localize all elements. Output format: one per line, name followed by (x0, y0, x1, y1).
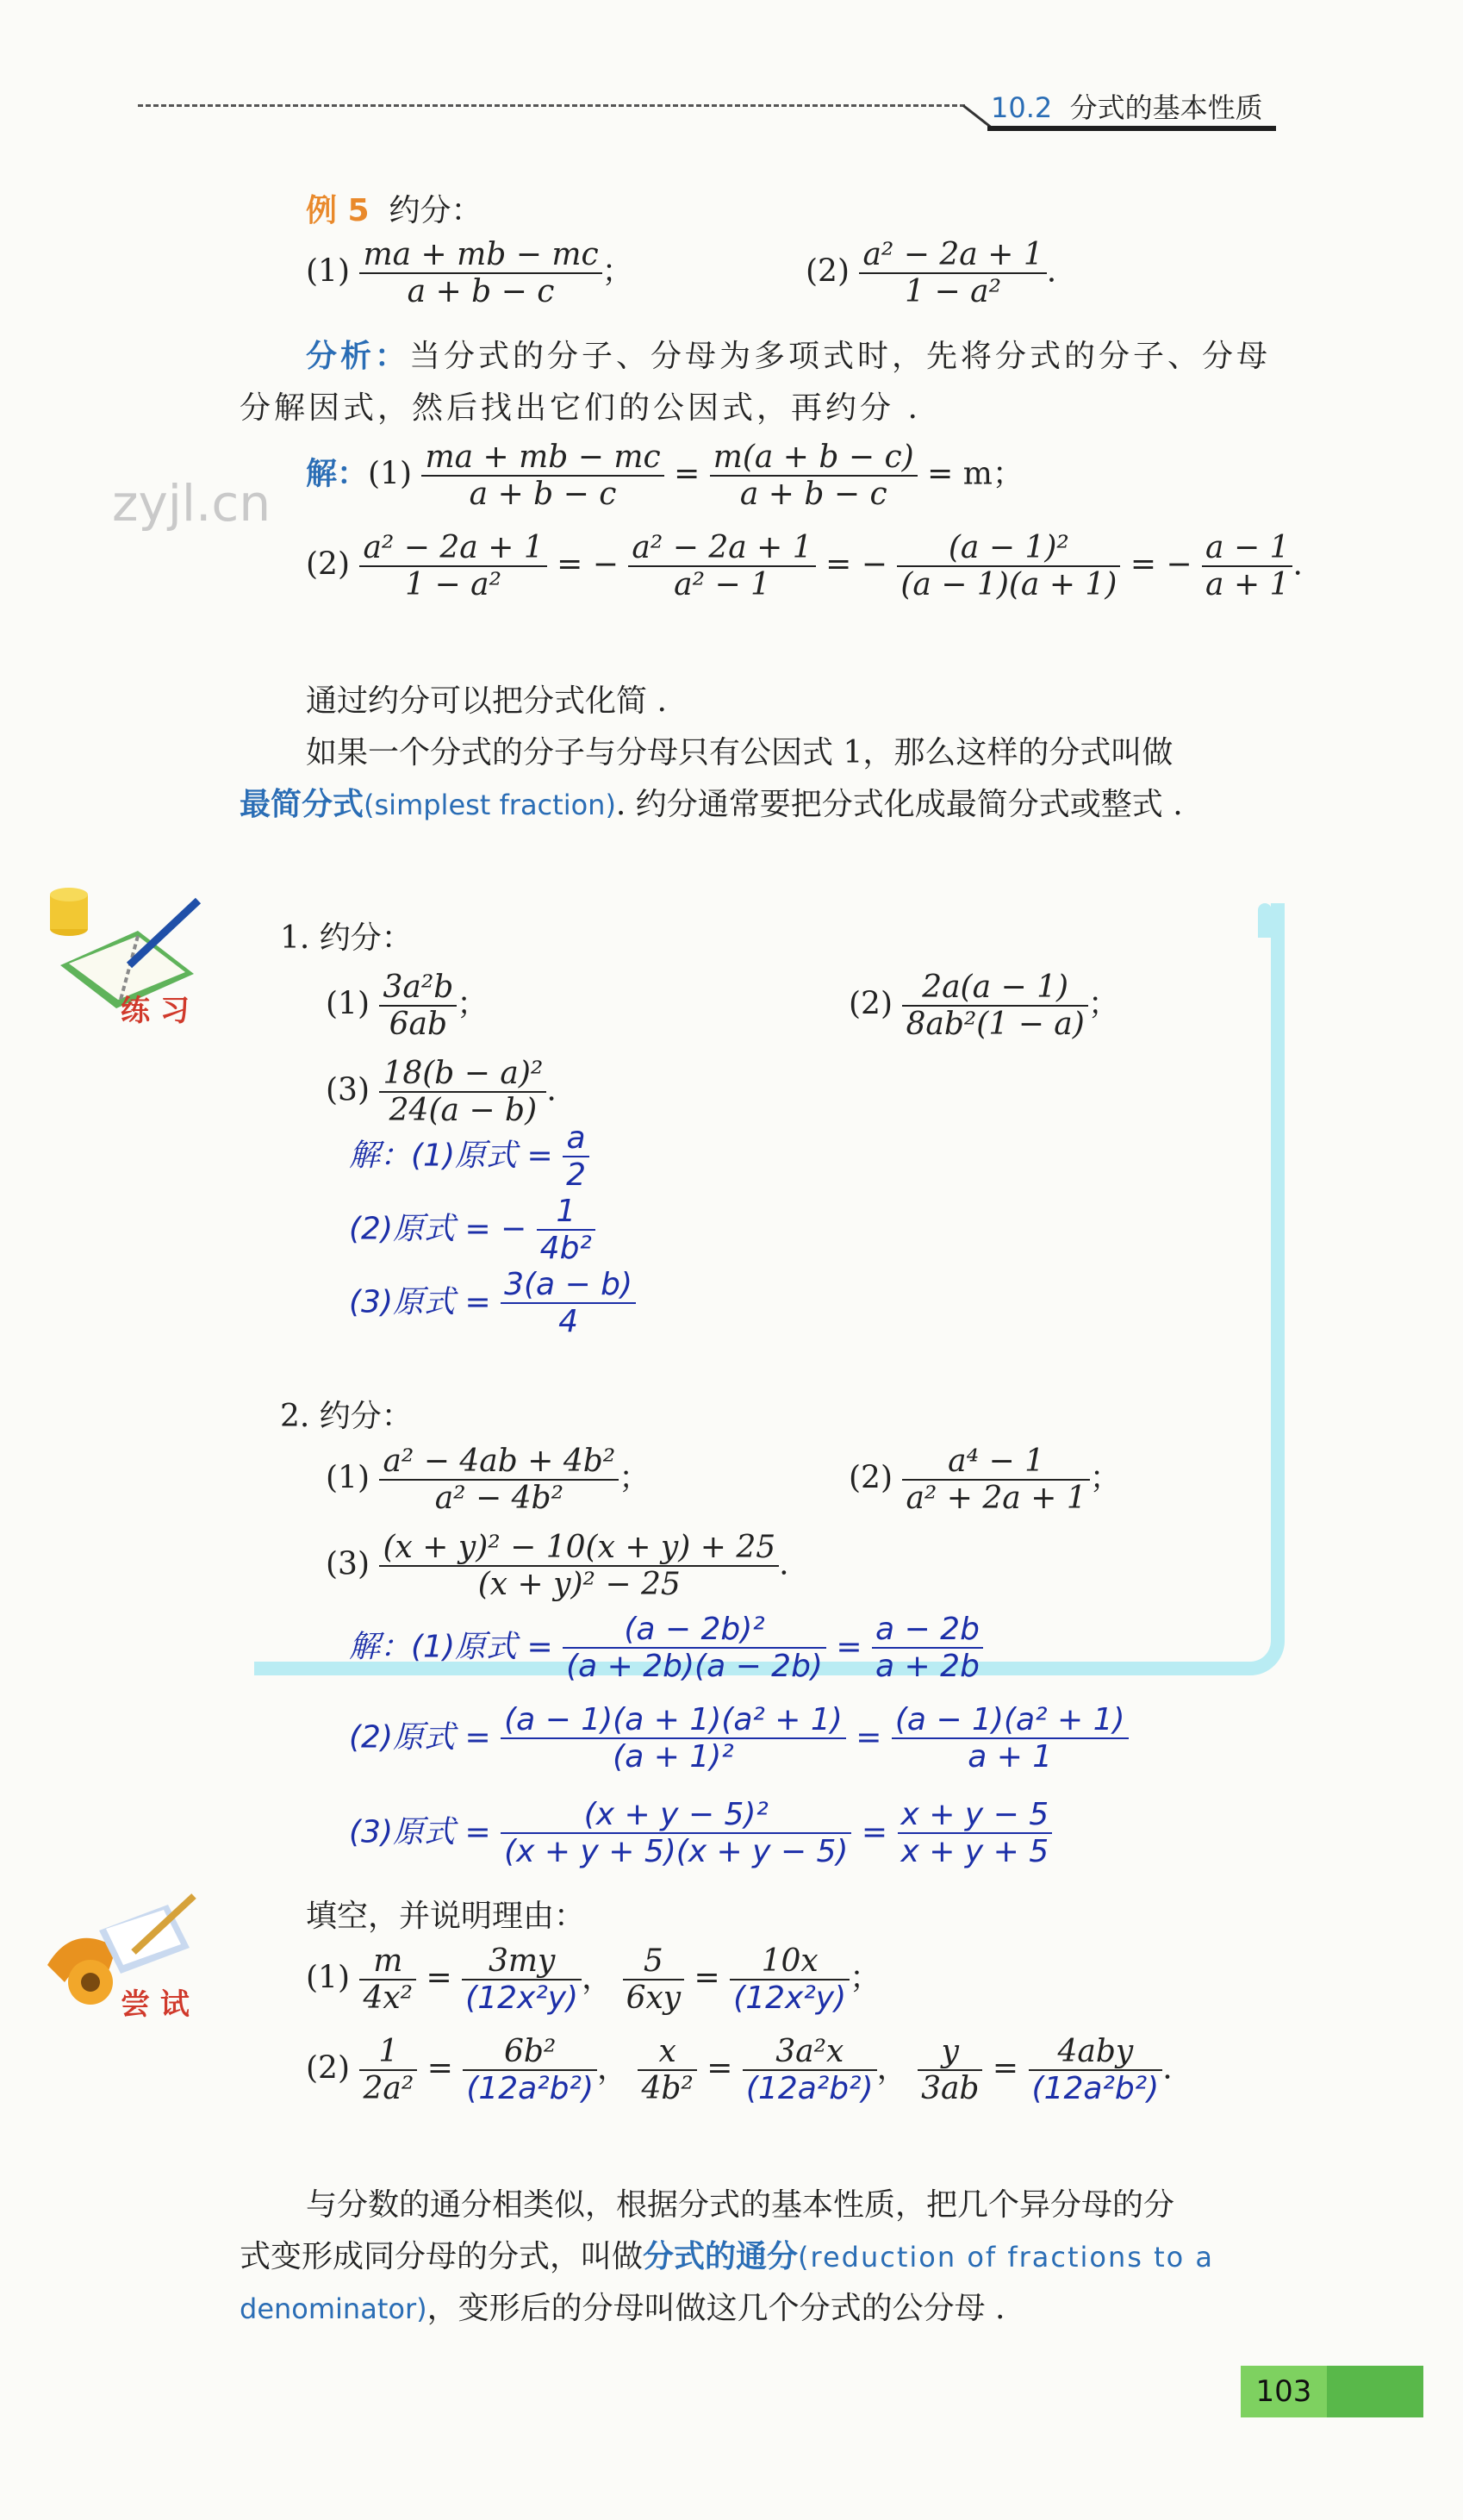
closing-line-1: 与分数的通分相类似，根据分式的基本性质，把几个异分母的分 (306, 2187, 1175, 2223)
term-simplest-fraction: 最简分式 (240, 787, 364, 822)
analysis-line-2: 分解因式，然后找出它们的公因式，再约分 . (240, 390, 921, 426)
try-instruction: 填空，并说明理由： (306, 1899, 586, 1934)
practice-icon (34, 879, 207, 1030)
body-paragraph-2-line-1: 如果一个分式的分子与分母只有公因式 1，那么这样的分式叫做 (306, 735, 1174, 770)
header-underline (987, 126, 1276, 131)
answer-q1-2: (2)原式 = − $\frac{1}{\text{4b²}}$ (349, 1194, 595, 1267)
answer-q2-1: 解：(1)原式 = $\frac{\text{(a − 2b)²}}{(a + 2b)(a - 2b)}$ = $\frac{a - 2b}{a + 2b}$ (349, 1612, 983, 1685)
answer-q2-3: (3)原式 = $\frac{\text{(x + y − 5)²}}{(x + y + 5)(x + y - 5)}$ = $\frac{x + y - 5}{x + y + 5}$ (349, 1797, 1052, 1870)
analysis-line-1: 分析：当分式的分子、分母为多项式时，先将分式的分子、分母 (306, 339, 1272, 374)
try-row-1: (1) $\frac{m}{\text{4x²}}$ = $\frac{3my}{\text{(12x²y)}}$ ， $\frac{5}{6xy}$ = $\frac{10x}{\text{(12x²y)}}$ ； (306, 1943, 881, 2017)
example-problem-2: (2) $\frac{\text{a² − 2a + 1}}{\text{1 − a²}}$ . (806, 237, 1057, 310)
example-heading (306, 186, 482, 230)
analysis-label: 分析： (306, 339, 410, 374)
answer-q1-1: 解：(1)原式 = $\frac{a}{2}$ (349, 1120, 589, 1194)
practice-q1-label: 1. 约分： (280, 920, 413, 956)
fraction: $\frac{ma + mb - mc}{a + b - c}$ (359, 237, 601, 310)
solution-line-1: 解：(1) $\frac{ma + mb - mc}{a + b - c}$ = $\frac{m(a + b - c)}{a + b - c}$ = m； (306, 440, 1024, 513)
practice-box-cap (1258, 903, 1272, 938)
solution-label: 解： (306, 456, 369, 492)
body-paragraph-1: 通过约分可以把分式化简 . (306, 683, 667, 719)
try-row-2: (2) $\frac{1}{\text{2a²}}$ = $\frac{\text{6b²}}{\text{(12a²b²)}}$ ， $\frac{x}{\text{4b²}}$ = $\frac{\text{3a²x}}{\text{(12a²b²)}}$ ， $\frac{y}{3ab}$ = $\frac{\text{4aby}}{\text{(12a²b²)}}$ . (306, 2034, 1173, 2107)
practice-q1-part-3: (3) $\frac{\text{18(b − a)²}}{24(a - b)}$ . (326, 1056, 557, 1129)
fraction: $\frac{\text{a² − 2a + 1}}{\text{1 − a²}}$ (859, 237, 1046, 310)
practice-q2-part-3: (3) $\frac{\text{(x + y)² − 10(x + y) + 25}}{\text{(x + y)² − 25}}$ . (326, 1530, 789, 1603)
practice-q2-part-2: (2) $\frac{\text{a⁴ − 1}}{\text{a² + 2a + 1}}$ ； (849, 1444, 1121, 1517)
closing-line-2: 式变形成同分母的分式，叫做分式的通分(reduction of fractions to a (240, 2239, 1214, 2274)
header-slash (962, 104, 991, 128)
answer-q1-3: (3)原式 = $\frac{3(a - b)}{4}$ (349, 1267, 636, 1340)
term-common-denominator: 分式的通分 (643, 2239, 799, 2274)
try-icon-label: 尝 试 (121, 1987, 190, 2022)
example-instruction: 约分： (389, 193, 482, 228)
page-number: 103 (1241, 2366, 1327, 2417)
body-paragraph-2-line-2: 最简分式(simplest fraction). 约分通常要把分式化成最简分式或整式 . (240, 787, 1183, 822)
header-section: 10.2 分式的基本性质 (991, 91, 1263, 124)
solution-line-2: (2) $\frac{\text{a² − 2a + 1}}{\text{1 − a²}}$ = − $\frac{\text{a² − 2a + 1}}{\text{a² − 1}}$ = − $\frac{\text{(a − 1)²}}{(a - 1)(a + 1)}$ = − $\frac{a - 1}{a + 1}$ . (306, 530, 1303, 603)
practice-q2-label: 2. 约分： (280, 1399, 413, 1434)
example-label: 例 5 (306, 193, 370, 228)
practice-q2-part-1: (1) $\frac{\text{a² − 4ab + 4b²}}{\text{a² − 4b²}}$ ； (326, 1444, 651, 1517)
example-problem-1: (1) $\frac{ma + mb - mc}{a + b - c}$ ； (306, 237, 633, 310)
header-title: 分式的基本性质 (1069, 91, 1263, 124)
closing-line-3: denominator)，变形后的分母叫做这几个分式的公分母 . (240, 2291, 1005, 2326)
practice-icon-label: 练 习 (121, 994, 190, 1028)
header-dashed-rule (138, 104, 965, 107)
answer-q2-2: (2)原式 = $\frac{\text{(a − 1)(a + 1)(a² + 1)}}{\text{(a + 1)²}}$ = $\frac{\text{(a − 1)(a² + 1)}}{a + 1}$ (349, 1702, 1129, 1775)
practice-q1-part-1: (1) $\frac{\text{3a²b}}{6ab}$ ； (326, 970, 489, 1043)
watermark: zyjl.cn (112, 474, 271, 533)
try-icon (39, 1887, 202, 2022)
practice-q1-part-2: (2) $\frac{2a(a - 1)}{\text{8ab²(1 − a)}}$ ； (849, 970, 1119, 1043)
